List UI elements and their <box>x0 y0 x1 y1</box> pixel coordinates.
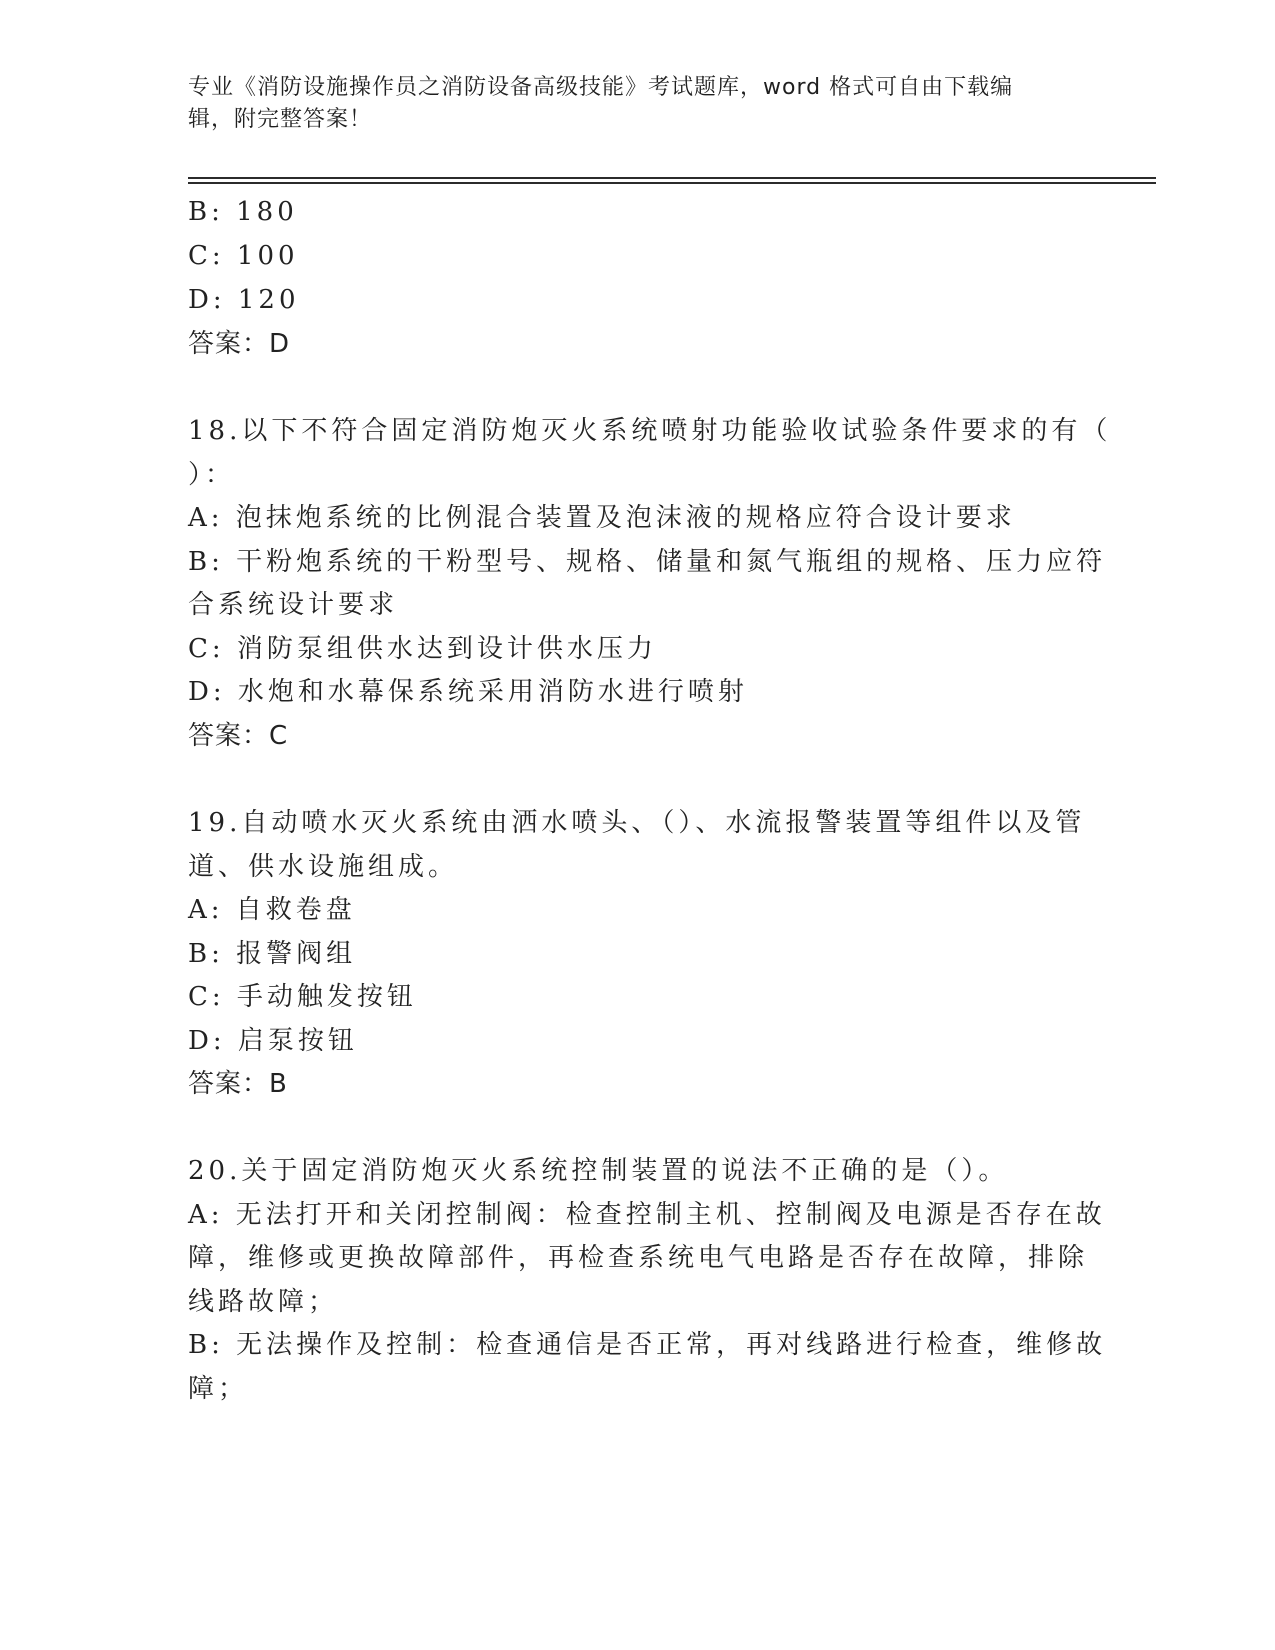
q18-option-a: A: 泡抹炮系统的比例混合装置及泡沫液的规格应符合设计要求 <box>188 503 1016 533</box>
q20-option-a-line-2: 障，维修或更换故障部件，再检查系统电气电路是否存在故障，排除 <box>188 1243 1089 1273</box>
q17-answer: 答案：D <box>188 329 291 359</box>
q19-option-b: B: 报警阀组 <box>188 939 357 969</box>
q20-option-b-line-1: B: 无法操作及控制：检查通信是否正常，再对线路进行检查，维修故 <box>188 1330 1107 1360</box>
q19-option-a: A: 自救卷盘 <box>188 895 356 925</box>
header-line-2: 辑，附完整答案！ <box>188 107 373 132</box>
q18-option-b-line-2: 合系统设计要求 <box>188 590 399 620</box>
q18-option-b-line-1: B: 干粉炮系统的干粉型号、规格、储量和氮气瓶组的规格、压力应符 <box>188 547 1107 577</box>
header-divider-top <box>188 177 1156 179</box>
header-line-1: 专业《消防设施操作员之消防设备高级技能》考试题库，word 格式可自由下载编 <box>188 75 1014 100</box>
q19-question-line-2: 道、供水设施组成。 <box>188 852 459 882</box>
q19-option-c: C: 手动触发按钮 <box>188 982 417 1012</box>
q18-question-line-1: 18.以下不符合固定消防炮灭火系统喷射功能验收试验条件要求的有（ <box>188 416 1112 446</box>
q19-option-d: D: 启泵按钮 <box>188 1026 358 1056</box>
document-header <box>188 72 1068 136</box>
q17-option-d: D: 120 <box>188 285 300 315</box>
q20-option-b-line-2: 障； <box>188 1374 249 1404</box>
q18-option-c: C: 消防泵组供水达到设计供水压力 <box>188 634 657 664</box>
q18-option-d: D: 水炮和水幕保系统采用消防水进行喷射 <box>188 677 748 707</box>
q18-answer: 答案：C <box>188 721 289 751</box>
q17-option-b: B: 180 <box>188 197 298 227</box>
q17-option-c: C: 100 <box>188 241 299 271</box>
header-divider-bottom <box>188 182 1156 184</box>
q18-question-line-2: ）： <box>188 460 236 490</box>
q20-option-a-line-3: 线路故障； <box>188 1287 339 1317</box>
q19-answer: 答案：B <box>188 1069 288 1099</box>
q20-option-a-line-1: A: 无法打开和关闭控制阀：检查控制主机、控制阀及电源是否存在故 <box>188 1200 1106 1230</box>
q20-question: 20.关于固定消防炮灭火系统控制装置的说法不正确的是（）。 <box>188 1156 1009 1186</box>
q19-question-line-1: 19.自动喷水灭火系统由洒水喷头、（）、水流报警装置等组件以及管 <box>188 808 1086 838</box>
